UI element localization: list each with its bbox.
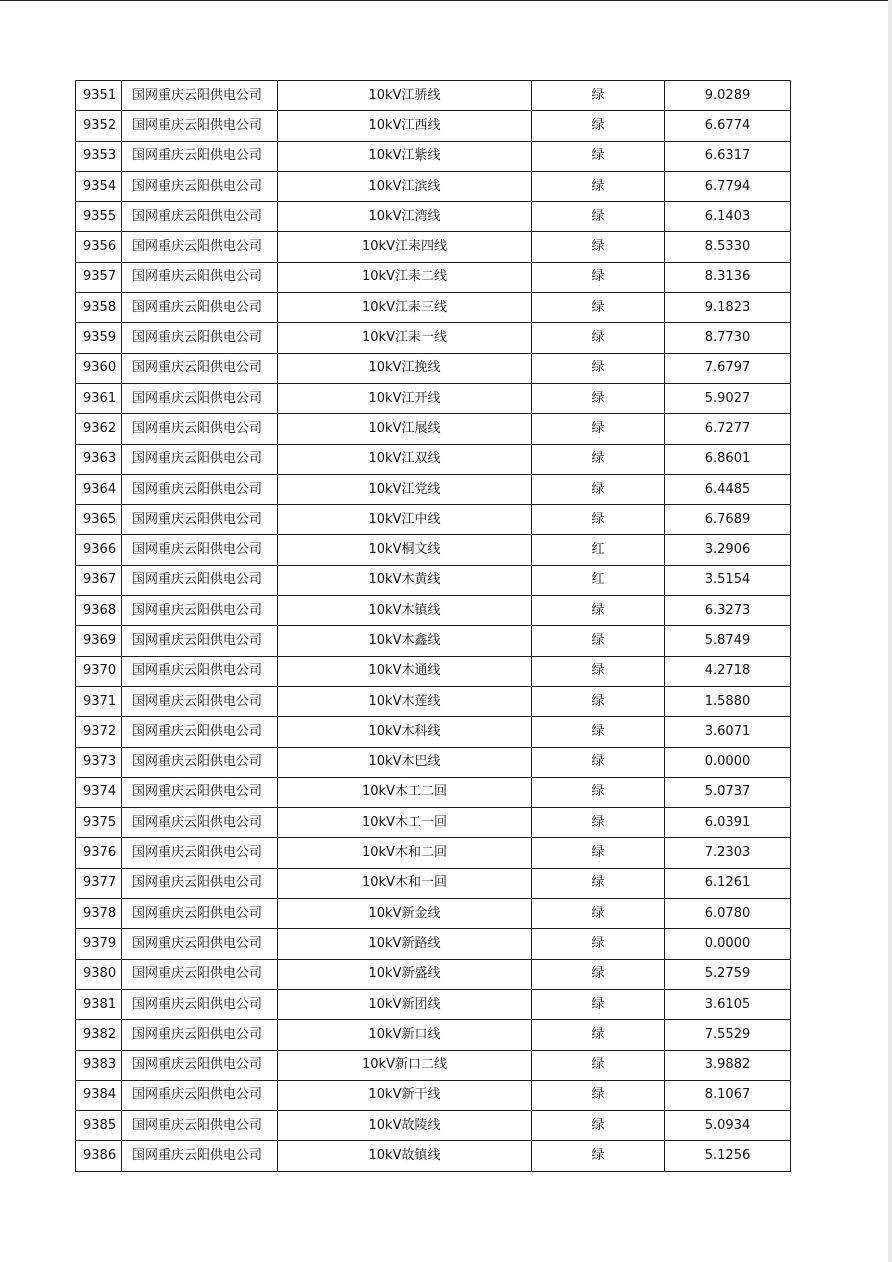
row-number-cell: 9358 — [76, 293, 122, 323]
line-name-cell: 10kV江西线 — [278, 111, 532, 141]
row-number-cell: 9381 — [76, 989, 122, 1019]
row-number-cell: 9356 — [76, 232, 122, 262]
table-row — [76, 111, 791, 141]
company-cell: 国网重庆云阳供电公司 — [122, 202, 278, 232]
table-row — [76, 989, 791, 1019]
status-cell: 绿 — [532, 141, 665, 171]
table-row — [76, 444, 791, 474]
company-cell: 国网重庆云阳供电公司 — [122, 899, 278, 929]
table-row — [76, 747, 791, 777]
company-cell: 国网重庆云阳供电公司 — [122, 717, 278, 747]
table-row — [76, 383, 791, 413]
row-number-cell: 9353 — [76, 141, 122, 171]
status-cell: 绿 — [532, 232, 665, 262]
table-row — [76, 293, 791, 323]
table-row — [76, 262, 791, 292]
status-cell: 绿 — [532, 111, 665, 141]
status-cell: 绿 — [532, 414, 665, 444]
line-name-cell: 10kV江湾线 — [278, 202, 532, 232]
value-cell: 6.7277 — [665, 414, 791, 444]
table-row — [76, 81, 791, 111]
company-cell: 国网重庆云阳供电公司 — [122, 141, 278, 171]
status-cell: 绿 — [532, 838, 665, 868]
value-cell: 4.2718 — [665, 656, 791, 686]
row-number-cell: 9380 — [76, 959, 122, 989]
row-number-cell: 9379 — [76, 929, 122, 959]
value-cell: 9.0289 — [665, 81, 791, 111]
table-row — [76, 808, 791, 838]
row-number-cell: 9360 — [76, 353, 122, 383]
status-cell: 绿 — [532, 474, 665, 504]
company-cell: 国网重庆云阳供电公司 — [122, 232, 278, 262]
table-row — [76, 777, 791, 807]
line-name-cell: 10kV江耒四线 — [278, 232, 532, 262]
company-cell: 国网重庆云阳供电公司 — [122, 111, 278, 141]
row-number-cell: 9375 — [76, 808, 122, 838]
status-cell: 绿 — [532, 929, 665, 959]
status-cell: 绿 — [532, 444, 665, 474]
status-cell: 绿 — [532, 81, 665, 111]
line-name-cell: 10kV木鑫线 — [278, 626, 532, 656]
value-cell: 3.6105 — [665, 989, 791, 1019]
value-cell: 5.0737 — [665, 777, 791, 807]
line-name-cell: 10kV江开线 — [278, 383, 532, 413]
value-cell: 7.6797 — [665, 353, 791, 383]
table-row — [76, 565, 791, 595]
row-number-cell: 9383 — [76, 1050, 122, 1080]
value-cell: 3.9882 — [665, 1050, 791, 1080]
company-cell: 国网重庆云阳供电公司 — [122, 535, 278, 565]
company-cell: 国网重庆云阳供电公司 — [122, 293, 278, 323]
company-cell: 国网重庆云阳供电公司 — [122, 323, 278, 353]
value-cell: 5.1256 — [665, 1141, 791, 1171]
company-cell: 国网重庆云阳供电公司 — [122, 414, 278, 444]
row-number-cell: 9374 — [76, 777, 122, 807]
value-cell: 6.7794 — [665, 171, 791, 201]
company-cell: 国网重庆云阳供电公司 — [122, 1141, 278, 1171]
line-name-cell: 10kV木镇线 — [278, 596, 532, 626]
row-number-cell: 9365 — [76, 505, 122, 535]
table-row — [76, 1111, 791, 1141]
row-number-cell: 9373 — [76, 747, 122, 777]
line-name-cell: 10kV木工二回 — [278, 777, 532, 807]
row-number-cell: 9371 — [76, 686, 122, 716]
value-cell: 7.2303 — [665, 838, 791, 868]
row-number-cell: 9351 — [76, 81, 122, 111]
status-cell: 绿 — [532, 686, 665, 716]
company-cell: 国网重庆云阳供电公司 — [122, 1080, 278, 1110]
status-cell: 绿 — [532, 1141, 665, 1171]
company-cell: 国网重庆云阳供电公司 — [122, 171, 278, 201]
table-row — [76, 868, 791, 898]
line-name-cell: 10kV江挽线 — [278, 353, 532, 383]
company-cell: 国网重庆云阳供电公司 — [122, 868, 278, 898]
row-number-cell: 9377 — [76, 868, 122, 898]
status-cell: 绿 — [532, 717, 665, 747]
company-cell: 国网重庆云阳供电公司 — [122, 959, 278, 989]
company-cell: 国网重庆云阳供电公司 — [122, 626, 278, 656]
company-cell: 国网重庆云阳供电公司 — [122, 444, 278, 474]
table-row — [76, 1141, 791, 1171]
status-cell: 绿 — [532, 323, 665, 353]
company-cell: 国网重庆云阳供电公司 — [122, 777, 278, 807]
line-name-cell: 10kV木莲线 — [278, 686, 532, 716]
row-number-cell: 9386 — [76, 1141, 122, 1171]
table-row — [76, 1050, 791, 1080]
table-row — [76, 838, 791, 868]
row-number-cell: 9355 — [76, 202, 122, 232]
row-number-cell: 9384 — [76, 1080, 122, 1110]
row-number-cell: 9352 — [76, 111, 122, 141]
table-row — [76, 626, 791, 656]
line-name-cell: 10kV木科线 — [278, 717, 532, 747]
table-row — [76, 171, 791, 201]
line-name-cell: 10kV桐文线 — [278, 535, 532, 565]
page-top-border — [0, 0, 892, 1]
row-number-cell: 9368 — [76, 596, 122, 626]
company-cell: 国网重庆云阳供电公司 — [122, 353, 278, 383]
value-cell: 5.2759 — [665, 959, 791, 989]
page-right-edge — [888, 0, 892, 1262]
company-cell: 国网重庆云阳供电公司 — [122, 1020, 278, 1050]
value-cell: 6.1261 — [665, 868, 791, 898]
line-name-cell: 10kV江党线 — [278, 474, 532, 504]
company-cell: 国网重庆云阳供电公司 — [122, 383, 278, 413]
status-cell: 红 — [532, 535, 665, 565]
line-name-cell: 10kV新团线 — [278, 989, 532, 1019]
status-cell: 绿 — [532, 505, 665, 535]
line-name-cell: 10kV新口线 — [278, 1020, 532, 1050]
value-cell: 1.5880 — [665, 686, 791, 716]
status-cell: 绿 — [532, 747, 665, 777]
status-cell: 绿 — [532, 262, 665, 292]
row-number-cell: 9366 — [76, 535, 122, 565]
value-cell: 6.1403 — [665, 202, 791, 232]
line-name-cell: 10kV江耒三线 — [278, 293, 532, 323]
value-cell: 0.0000 — [665, 747, 791, 777]
table-row — [76, 656, 791, 686]
line-name-cell: 10kV新干线 — [278, 1080, 532, 1110]
value-cell: 3.5154 — [665, 565, 791, 595]
company-cell: 国网重庆云阳供电公司 — [122, 262, 278, 292]
value-cell: 8.1067 — [665, 1080, 791, 1110]
table-row — [76, 1080, 791, 1110]
line-name-cell: 10kV故镇线 — [278, 1141, 532, 1171]
table-row — [76, 323, 791, 353]
status-cell: 绿 — [532, 383, 665, 413]
company-cell: 国网重庆云阳供电公司 — [122, 656, 278, 686]
table-row — [76, 414, 791, 444]
status-cell: 绿 — [532, 596, 665, 626]
line-name-cell: 10kV江耒一线 — [278, 323, 532, 353]
line-name-cell: 10kV木黄线 — [278, 565, 532, 595]
status-cell: 绿 — [532, 353, 665, 383]
status-cell: 绿 — [532, 899, 665, 929]
table-row — [76, 1020, 791, 1050]
table-row — [76, 596, 791, 626]
status-cell: 绿 — [532, 1050, 665, 1080]
table-row — [76, 202, 791, 232]
status-cell: 红 — [532, 565, 665, 595]
line-name-cell: 10kV江展线 — [278, 414, 532, 444]
line-name-cell: 10kV木和二回 — [278, 838, 532, 868]
company-cell: 国网重庆云阳供电公司 — [122, 505, 278, 535]
value-cell: 6.6317 — [665, 141, 791, 171]
row-number-cell: 9369 — [76, 626, 122, 656]
value-cell: 8.3136 — [665, 262, 791, 292]
value-cell: 0.0000 — [665, 929, 791, 959]
row-number-cell: 9363 — [76, 444, 122, 474]
company-cell: 国网重庆云阳供电公司 — [122, 81, 278, 111]
row-number-cell: 9359 — [76, 323, 122, 353]
table-row — [76, 505, 791, 535]
value-cell: 3.2906 — [665, 535, 791, 565]
status-cell: 绿 — [532, 1111, 665, 1141]
value-cell: 8.5330 — [665, 232, 791, 262]
line-name-cell: 10kV木通线 — [278, 656, 532, 686]
table-row — [76, 929, 791, 959]
line-name-cell: 10kV新路线 — [278, 929, 532, 959]
value-cell: 5.0934 — [665, 1111, 791, 1141]
status-cell: 绿 — [532, 1080, 665, 1110]
status-cell: 绿 — [532, 626, 665, 656]
row-number-cell: 9372 — [76, 717, 122, 747]
value-cell: 6.6774 — [665, 111, 791, 141]
company-cell: 国网重庆云阳供电公司 — [122, 565, 278, 595]
company-cell: 国网重庆云阳供电公司 — [122, 596, 278, 626]
table-row — [76, 535, 791, 565]
status-cell: 绿 — [532, 777, 665, 807]
row-number-cell: 9376 — [76, 838, 122, 868]
line-name-cell: 10kV江滨线 — [278, 171, 532, 201]
company-cell: 国网重庆云阳供电公司 — [122, 474, 278, 504]
value-cell: 3.6071 — [665, 717, 791, 747]
value-cell: 6.0391 — [665, 808, 791, 838]
table-row — [76, 959, 791, 989]
table-row — [76, 141, 791, 171]
value-cell: 9.1823 — [665, 293, 791, 323]
company-cell: 国网重庆云阳供电公司 — [122, 1111, 278, 1141]
line-name-cell: 10kV木巴线 — [278, 747, 532, 777]
company-cell: 国网重庆云阳供电公司 — [122, 808, 278, 838]
table-row — [76, 474, 791, 504]
status-cell: 绿 — [532, 202, 665, 232]
table-row — [76, 899, 791, 929]
row-number-cell: 9385 — [76, 1111, 122, 1141]
table-row — [76, 353, 791, 383]
value-cell: 5.9027 — [665, 383, 791, 413]
value-cell: 6.8601 — [665, 444, 791, 474]
line-name-cell: 10kV江双线 — [278, 444, 532, 474]
line-name-cell: 10kV新口二线 — [278, 1050, 532, 1080]
line-name-cell: 10kV新盛线 — [278, 959, 532, 989]
line-name-cell: 10kV江紫线 — [278, 141, 532, 171]
value-cell: 6.3273 — [665, 596, 791, 626]
table-row — [76, 717, 791, 747]
row-number-cell: 9367 — [76, 565, 122, 595]
row-number-cell: 9361 — [76, 383, 122, 413]
table-row — [76, 686, 791, 716]
row-number-cell: 9362 — [76, 414, 122, 444]
table-row — [76, 232, 791, 262]
table-body — [76, 81, 791, 1172]
value-cell: 6.7689 — [665, 505, 791, 535]
value-cell: 8.7730 — [665, 323, 791, 353]
line-name-cell: 10kV江骄线 — [278, 81, 532, 111]
row-number-cell: 9382 — [76, 1020, 122, 1050]
line-name-cell: 10kV故陵线 — [278, 1111, 532, 1141]
status-cell: 绿 — [532, 1020, 665, 1050]
value-cell: 7.5529 — [665, 1020, 791, 1050]
company-cell: 国网重庆云阳供电公司 — [122, 929, 278, 959]
row-number-cell: 9357 — [76, 262, 122, 292]
data-table — [75, 80, 791, 1172]
status-cell: 绿 — [532, 171, 665, 201]
line-name-cell: 10kV新金线 — [278, 899, 532, 929]
value-cell: 5.8749 — [665, 626, 791, 656]
line-name-cell: 10kV木工一回 — [278, 808, 532, 838]
value-cell: 6.0780 — [665, 899, 791, 929]
value-cell: 6.4485 — [665, 474, 791, 504]
line-name-cell: 10kV江耒二线 — [278, 262, 532, 292]
line-name-cell: 10kV木和一回 — [278, 868, 532, 898]
status-cell: 绿 — [532, 959, 665, 989]
row-number-cell: 9364 — [76, 474, 122, 504]
status-cell: 绿 — [532, 868, 665, 898]
row-number-cell: 9354 — [76, 171, 122, 201]
status-cell: 绿 — [532, 293, 665, 323]
row-number-cell: 9370 — [76, 656, 122, 686]
company-cell: 国网重庆云阳供电公司 — [122, 1050, 278, 1080]
status-cell: 绿 — [532, 656, 665, 686]
company-cell: 国网重庆云阳供电公司 — [122, 838, 278, 868]
status-cell: 绿 — [532, 989, 665, 1019]
status-cell: 绿 — [532, 808, 665, 838]
company-cell: 国网重庆云阳供电公司 — [122, 989, 278, 1019]
company-cell: 国网重庆云阳供电公司 — [122, 686, 278, 716]
line-name-cell: 10kV江中线 — [278, 505, 532, 535]
row-number-cell: 9378 — [76, 899, 122, 929]
company-cell: 国网重庆云阳供电公司 — [122, 747, 278, 777]
